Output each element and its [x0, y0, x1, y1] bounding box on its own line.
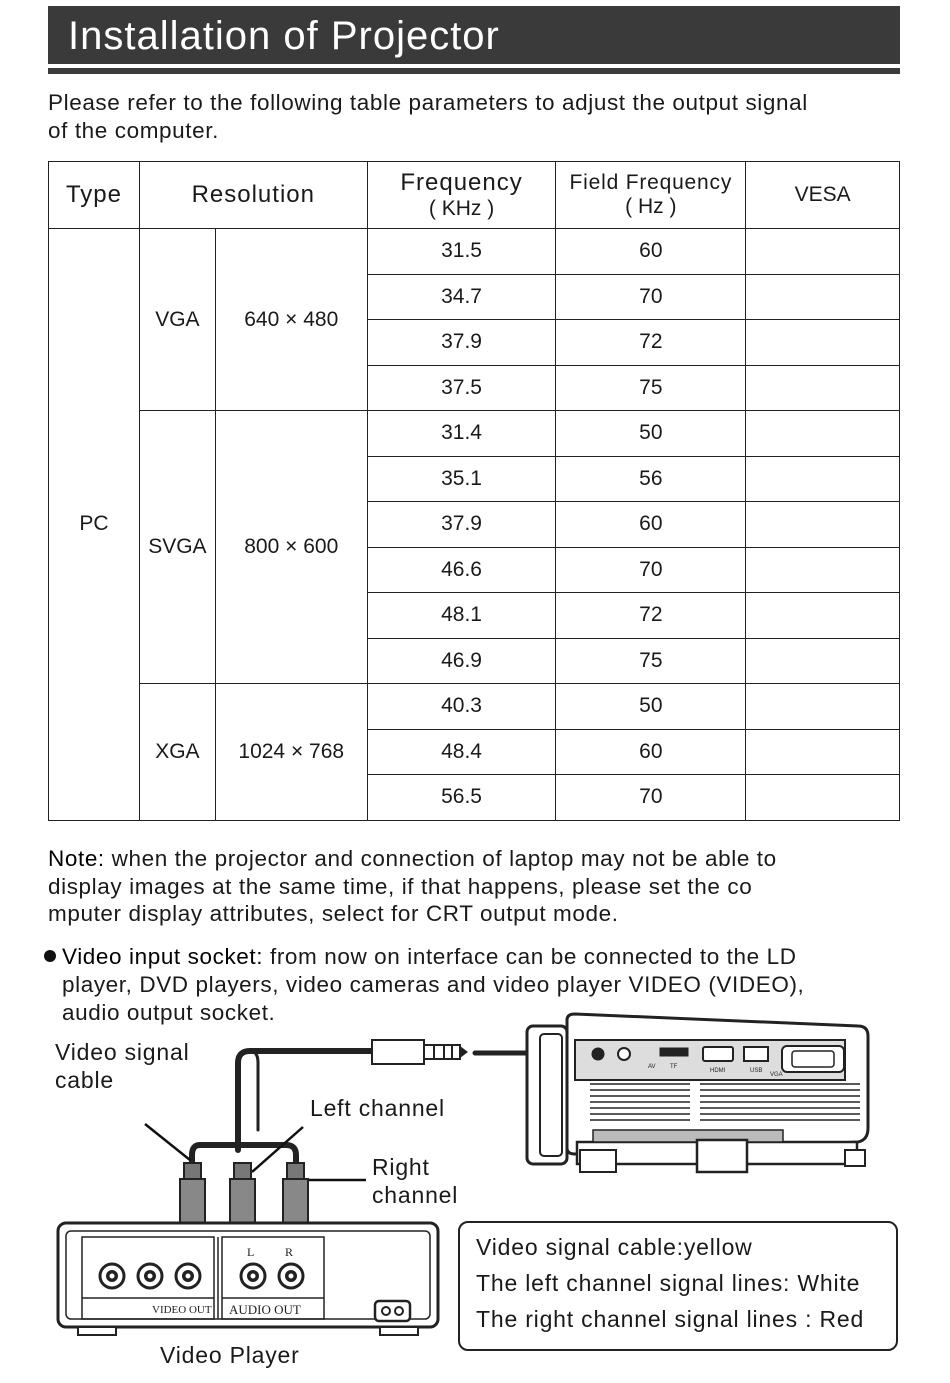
projector-vents — [590, 1084, 860, 1120]
mode-cell: VGA — [139, 229, 215, 411]
av-plug — [372, 1040, 468, 1064]
leader-lines — [145, 1124, 366, 1180]
port-av-label: AV — [648, 1064, 656, 1070]
legend-line-2: The left channel signal lines: White — [476, 1270, 861, 1296]
port-vga-label: VGA — [770, 1072, 783, 1078]
video-input-text-1: from now on interface can be connected to the LD — [263, 944, 797, 969]
port-usb-label: USB — [750, 1068, 763, 1074]
note-line-3: mputer display attributes, select for CRT output mode. — [48, 901, 619, 926]
mode-cell: XGA — [139, 684, 215, 821]
audio-out-label: AUDIO OUT — [229, 1302, 301, 1317]
video-signal-cable-label-1: Video signal — [55, 1039, 190, 1065]
header-frequency-unit: ( KHz ) — [428, 197, 495, 220]
left-channel-label: Left channel — [310, 1095, 445, 1121]
header-field-frequency-unit: ( Hz ) — [625, 195, 677, 218]
video-out-label: VIDEO OUT — [152, 1304, 212, 1316]
audio-r-label: R — [285, 1245, 294, 1259]
intro-line-2: of the computer. — [48, 118, 219, 143]
header-frequency-label: Frequency — [400, 169, 523, 196]
right-channel-label-1: Right — [372, 1154, 430, 1180]
note-text-1: when the projector and connection of laptop may not be able to — [104, 846, 777, 871]
field-frequency-cell: 56 — [556, 456, 746, 502]
port-tf-icon — [660, 1048, 688, 1056]
field-frequency-cell: 72 — [556, 593, 746, 639]
video-player-device — [58, 1223, 438, 1335]
frequency-cell: 48.4 — [367, 729, 556, 775]
audio-l-label: L — [247, 1245, 255, 1259]
port-av-icon — [592, 1048, 604, 1060]
field-frequency-cell: 70 — [556, 547, 746, 593]
field-frequency-cell: 70 — [556, 775, 746, 821]
intro-line-1: Please refer to the following table parameters to adjust the output signal — [48, 90, 808, 115]
note-label: Note: — [48, 846, 105, 871]
field-frequency-cell: 60 — [556, 229, 746, 275]
field-frequency-cell: 72 — [556, 320, 746, 366]
field-frequency-cell: 50 — [556, 411, 746, 457]
video-input-line-3: audio output socket. — [62, 1000, 276, 1025]
field-frequency-cell: 60 — [556, 502, 746, 548]
video-player-label: Video Player — [160, 1342, 300, 1368]
legend-line-3: The right channel signal lines : Red — [476, 1306, 865, 1332]
frequency-cell: 37.9 — [367, 502, 556, 548]
frequency-cell: 40.3 — [367, 684, 556, 730]
legend-line-1: Video signal cable:yellow — [476, 1234, 753, 1260]
header-resolution: Resolution — [139, 162, 367, 229]
projector-device — [527, 1014, 868, 1172]
frequency-cell: 48.1 — [367, 593, 556, 639]
frequency-cell: 46.6 — [367, 547, 556, 593]
resolution-cell: 800 × 600 — [215, 411, 367, 684]
video-signal-cable-label-2: cable — [55, 1067, 114, 1093]
frequency-cell: 34.7 — [367, 274, 556, 320]
field-frequency-cell: 50 — [556, 684, 746, 730]
resolution-cell: 1024 × 768 — [215, 684, 367, 821]
mode-cell: SVGA — [139, 411, 215, 684]
field-frequency-cell: 70 — [556, 274, 746, 320]
note-line-2: display images at the same time, if that happens, please set the co — [48, 874, 753, 899]
field-frequency-cell: 60 — [556, 729, 746, 775]
header-vesa: VESA — [746, 162, 900, 229]
resolution-cell: 640 × 480 — [215, 229, 367, 411]
field-frequency-cell: 75 — [556, 638, 746, 684]
frequency-cell: 35.1 — [367, 456, 556, 502]
header-type: Type — [49, 162, 140, 229]
port-hdmi-label: HDMI — [710, 1068, 726, 1074]
video-input-line-2: player, DVD players, video cameras and video player VIDEO (VIDEO), — [62, 972, 805, 997]
frequency-cell: 37.5 — [367, 365, 556, 411]
cable-color-legend — [458, 1221, 898, 1351]
type-cell: PC — [49, 229, 140, 821]
cassette-icon — [375, 1301, 410, 1321]
frequency-cell: 31.5 — [367, 229, 556, 275]
header-field-frequency-label: Field Frequency — [569, 171, 733, 194]
frequency-cell: 31.4 — [367, 411, 556, 457]
page-title: Installation of Projector — [68, 14, 500, 58]
video-input-label: Video input socket: — [62, 944, 264, 969]
frequency-cell: 46.9 — [367, 638, 556, 684]
frequency-cell: 37.9 — [367, 320, 556, 366]
frequency-cell: 56.5 — [367, 775, 556, 821]
right-channel-label-2: channel — [372, 1182, 459, 1208]
port-tf-label: TF — [670, 1064, 678, 1070]
port-usb-icon — [744, 1047, 768, 1061]
field-frequency-cell: 75 — [556, 365, 746, 411]
port-hdmi-icon — [703, 1047, 733, 1061]
video-out-jacks — [100, 1264, 200, 1288]
